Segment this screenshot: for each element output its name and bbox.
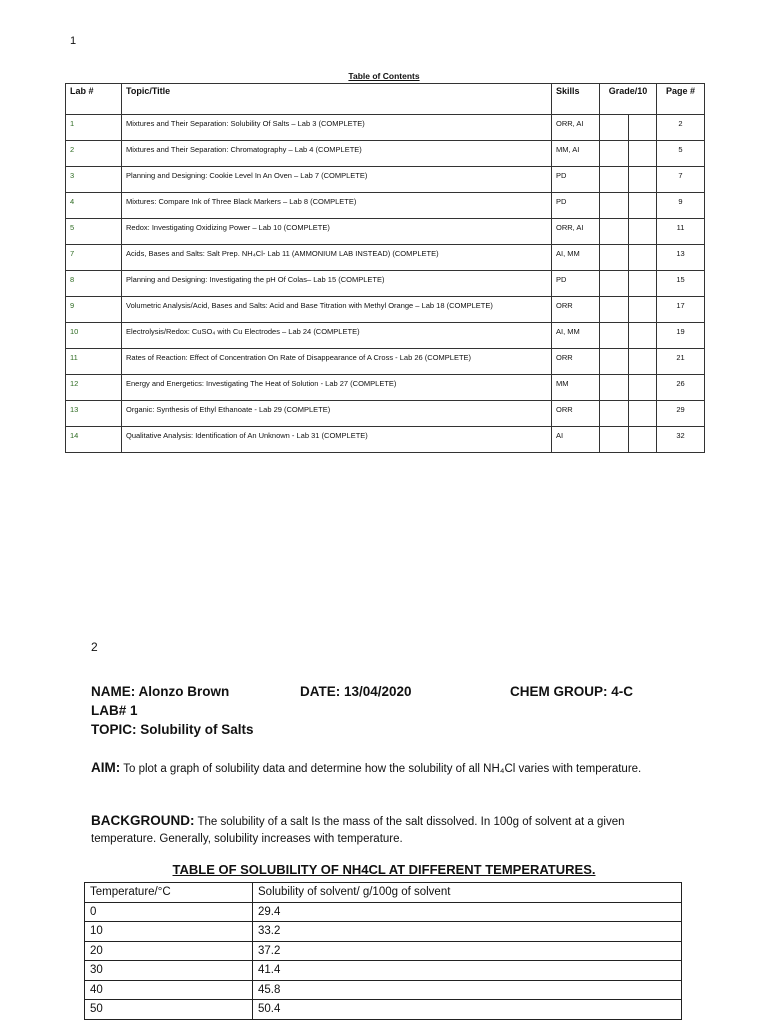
toc-grade-cell xyxy=(600,271,657,297)
toc-topic: Mixtures: Compare Ink of Three Black Markers – Lab 8 (COMPLETE) xyxy=(122,193,552,219)
toc-lab-number: 9 xyxy=(66,297,122,323)
toc-header-row xyxy=(66,84,705,115)
toc-page-number: 32 xyxy=(657,427,705,453)
chem-group: CHEM GROUP: 4-C xyxy=(510,684,634,699)
toc-lab-number: 12 xyxy=(66,375,122,401)
background-paragraph xyxy=(91,812,671,848)
grade-box xyxy=(600,193,629,218)
toc-skills: ORR xyxy=(552,349,600,375)
solubility-row xyxy=(85,902,682,922)
grade-box xyxy=(629,401,657,426)
grade-box xyxy=(629,193,657,218)
solubility-header-solubility: Solubility of solvent/ g/100g of solvent xyxy=(253,883,682,903)
temperature-cell: 30 xyxy=(85,961,253,981)
grade-box xyxy=(600,349,629,374)
solubility-cell: 41.4 xyxy=(253,961,682,981)
background-label: BACKGROUND: xyxy=(91,813,195,828)
toc-lab-number: 11 xyxy=(66,349,122,375)
solubility-row xyxy=(85,961,682,981)
toc-title: Table of Contents xyxy=(348,71,420,81)
toc-topic: Mixtures and Their Separation: Chromatography – Lab 4 (COMPLETE) xyxy=(122,141,552,167)
solubility-cell: 37.2 xyxy=(253,941,682,961)
toc-lab-number: 10 xyxy=(66,323,122,349)
aim-paragraph xyxy=(91,759,671,778)
toc-lab-number: 4 xyxy=(66,193,122,219)
grade-box xyxy=(600,401,629,426)
toc-grade-cell xyxy=(600,115,657,141)
toc-header-topic: Topic/Title xyxy=(122,84,552,115)
toc-page-number: 9 xyxy=(657,193,705,219)
grade-box xyxy=(629,323,657,348)
toc-skills: PD xyxy=(552,271,600,297)
toc-row xyxy=(66,297,705,323)
temperature-cell: 20 xyxy=(85,941,253,961)
toc-page-number: 11 xyxy=(657,219,705,245)
toc-grade-cell xyxy=(600,349,657,375)
student-name: NAME: Alonzo Brown xyxy=(91,684,230,699)
toc-page-number: 21 xyxy=(657,349,705,375)
grade-box xyxy=(600,427,629,452)
grade-box xyxy=(600,271,629,296)
grade-box xyxy=(629,167,657,192)
table-of-contents xyxy=(65,83,705,453)
toc-grade-cell xyxy=(600,219,657,245)
toc-topic: Qualitative Analysis: Identification of An Unknown - Lab 31 (COMPLETE) xyxy=(122,427,552,453)
toc-page-number: 13 xyxy=(657,245,705,271)
toc-page-number: 2 xyxy=(657,115,705,141)
grade-box xyxy=(629,115,657,140)
toc-row xyxy=(66,193,705,219)
grade-box xyxy=(600,167,629,192)
toc-skills: MM xyxy=(552,375,600,401)
toc-lab-number: 3 xyxy=(66,167,122,193)
toc-grade-cell xyxy=(600,427,657,453)
toc-lab-number: 1 xyxy=(66,115,122,141)
grade-box xyxy=(600,141,629,166)
toc-topic: Rates of Reaction: Effect of Concentration On Rate of Disappearance of A Cross - Lab 26 (COMPLETE) xyxy=(122,349,552,375)
background-text: The solubility of a salt Is the mass of the salt dissolved. In 100g of solvent at a given temperature. Generally, solubility increases with temperature. xyxy=(91,816,625,845)
toc-grade-cell xyxy=(600,167,657,193)
toc-topic: Electrolysis/Redox: CuSO₄ with Cu Electrodes – Lab 24 (COMPLETE) xyxy=(122,323,552,349)
toc-grade-cell xyxy=(600,375,657,401)
toc-row xyxy=(66,167,705,193)
solubility-header-row xyxy=(85,883,682,903)
solubility-row xyxy=(85,980,682,1000)
toc-grade-cell xyxy=(600,245,657,271)
toc-row xyxy=(66,115,705,141)
grade-box xyxy=(629,219,657,244)
toc-row xyxy=(66,323,705,349)
toc-skills: PD xyxy=(552,193,600,219)
solubility-cell: 50.4 xyxy=(253,1000,682,1020)
toc-row xyxy=(66,219,705,245)
toc-row xyxy=(66,349,705,375)
grade-box xyxy=(629,375,657,400)
toc-page-number: 19 xyxy=(657,323,705,349)
toc-page-number: 15 xyxy=(657,271,705,297)
toc-topic: Planning and Designing: Cookie Level In An Oven – Lab 7 (COMPLETE) xyxy=(122,167,552,193)
toc-topic: Redox: Investigating Oxidizing Power – Lab 10 (COMPLETE) xyxy=(122,219,552,245)
toc-skills: ORR xyxy=(552,297,600,323)
grade-box xyxy=(600,375,629,400)
solubility-table-title: TABLE OF SOLUBILITY OF NH4CL AT DIFFERENT TEMPERATURES. xyxy=(172,862,596,877)
page-number: 1 xyxy=(70,35,77,47)
toc-row xyxy=(66,245,705,271)
solubility-cell: 29.4 xyxy=(253,902,682,922)
toc-page-number: 26 xyxy=(657,375,705,401)
toc-lab-number: 2 xyxy=(66,141,122,167)
toc-skills: AI, MM xyxy=(552,323,600,349)
grade-box xyxy=(600,323,629,348)
toc-row xyxy=(66,375,705,401)
toc-topic: Acids, Bases and Salts: Salt Prep. NH₄Cl- Lab 11 (AMMONIUM LAB INSTEAD) (COMPLETE) xyxy=(122,245,552,271)
toc-grade-cell xyxy=(600,297,657,323)
toc-row xyxy=(66,427,705,453)
toc-grade-cell xyxy=(600,193,657,219)
temperature-cell: 50 xyxy=(85,1000,253,1020)
toc-skills: PD xyxy=(552,167,600,193)
grade-box xyxy=(629,427,657,452)
toc-grade-cell xyxy=(600,323,657,349)
aim-label: AIM: xyxy=(91,760,121,775)
toc-skills: MM, AI xyxy=(552,141,600,167)
solubility-row xyxy=(85,922,682,942)
toc-grade-cell xyxy=(600,141,657,167)
toc-header-grade: Grade/10 xyxy=(600,84,657,115)
toc-lab-number: 14 xyxy=(66,427,122,453)
toc-topic: Organic: Synthesis of Ethyl Ethanoate - Lab 29 (COMPLETE) xyxy=(122,401,552,427)
toc-skills: AI, MM xyxy=(552,245,600,271)
grade-box xyxy=(600,219,629,244)
lab-topic: TOPIC: Solubility of Salts xyxy=(91,722,254,737)
toc-lab-number: 7 xyxy=(66,245,122,271)
temperature-cell: 40 xyxy=(85,980,253,1000)
grade-box xyxy=(600,297,629,322)
grade-box xyxy=(629,245,657,270)
toc-topic: Planning and Designing: Investigating the pH Of Colas– Lab 15 (COMPLETE) xyxy=(122,271,552,297)
toc-lab-number: 8 xyxy=(66,271,122,297)
toc-page-number: 7 xyxy=(657,167,705,193)
solubility-row xyxy=(85,1000,682,1020)
toc-header-lab: Lab # xyxy=(66,84,122,115)
grade-box xyxy=(600,115,629,140)
toc-lab-number: 13 xyxy=(66,401,122,427)
toc-topic: Volumetric Analysis/Acid, Bases and Salts: Acid and Base Titration with Methyl Orange – Lab 18 (COMPLETE) xyxy=(122,297,552,323)
grade-box xyxy=(629,349,657,374)
toc-skills: ORR, AI xyxy=(552,115,600,141)
toc-topic: Energy and Energetics: Investigating The Heat of Solution - Lab 27 (COMPLETE) xyxy=(122,375,552,401)
toc-header-skills: Skills xyxy=(552,84,600,115)
aim-text: To plot a graph of solubility data and determine how the solubility of all NH₄Cl varies with temperature. xyxy=(123,763,642,775)
toc-skills: ORR, AI xyxy=(552,219,600,245)
solubility-row xyxy=(85,941,682,961)
toc-grade-cell xyxy=(600,401,657,427)
temperature-cell: 10 xyxy=(85,922,253,942)
toc-skills: ORR xyxy=(552,401,600,427)
grade-box xyxy=(629,297,657,322)
temperature-cell: 0 xyxy=(85,902,253,922)
toc-lab-number: 5 xyxy=(66,219,122,245)
toc-page-number: 5 xyxy=(657,141,705,167)
toc-row xyxy=(66,141,705,167)
solubility-table xyxy=(84,882,682,1020)
report-date: DATE: 13/04/2020 xyxy=(300,684,412,699)
toc-header-page: Page # xyxy=(657,84,705,115)
toc-row xyxy=(66,271,705,297)
solubility-header-temperature: Temperature/°C xyxy=(85,883,253,903)
page-number: 2 xyxy=(91,640,98,654)
solubility-cell: 33.2 xyxy=(253,922,682,942)
grade-box xyxy=(600,245,629,270)
toc-page-number: 29 xyxy=(657,401,705,427)
grade-box xyxy=(629,271,657,296)
toc-page-number: 17 xyxy=(657,297,705,323)
lab-number: LAB# 1 xyxy=(91,703,138,718)
toc-row xyxy=(66,401,705,427)
grade-box xyxy=(629,141,657,166)
solubility-cell: 45.8 xyxy=(253,980,682,1000)
toc-topic: Mixtures and Their Separation: Solubility Of Salts – Lab 3 (COMPLETE) xyxy=(122,115,552,141)
toc-skills: AI xyxy=(552,427,600,453)
